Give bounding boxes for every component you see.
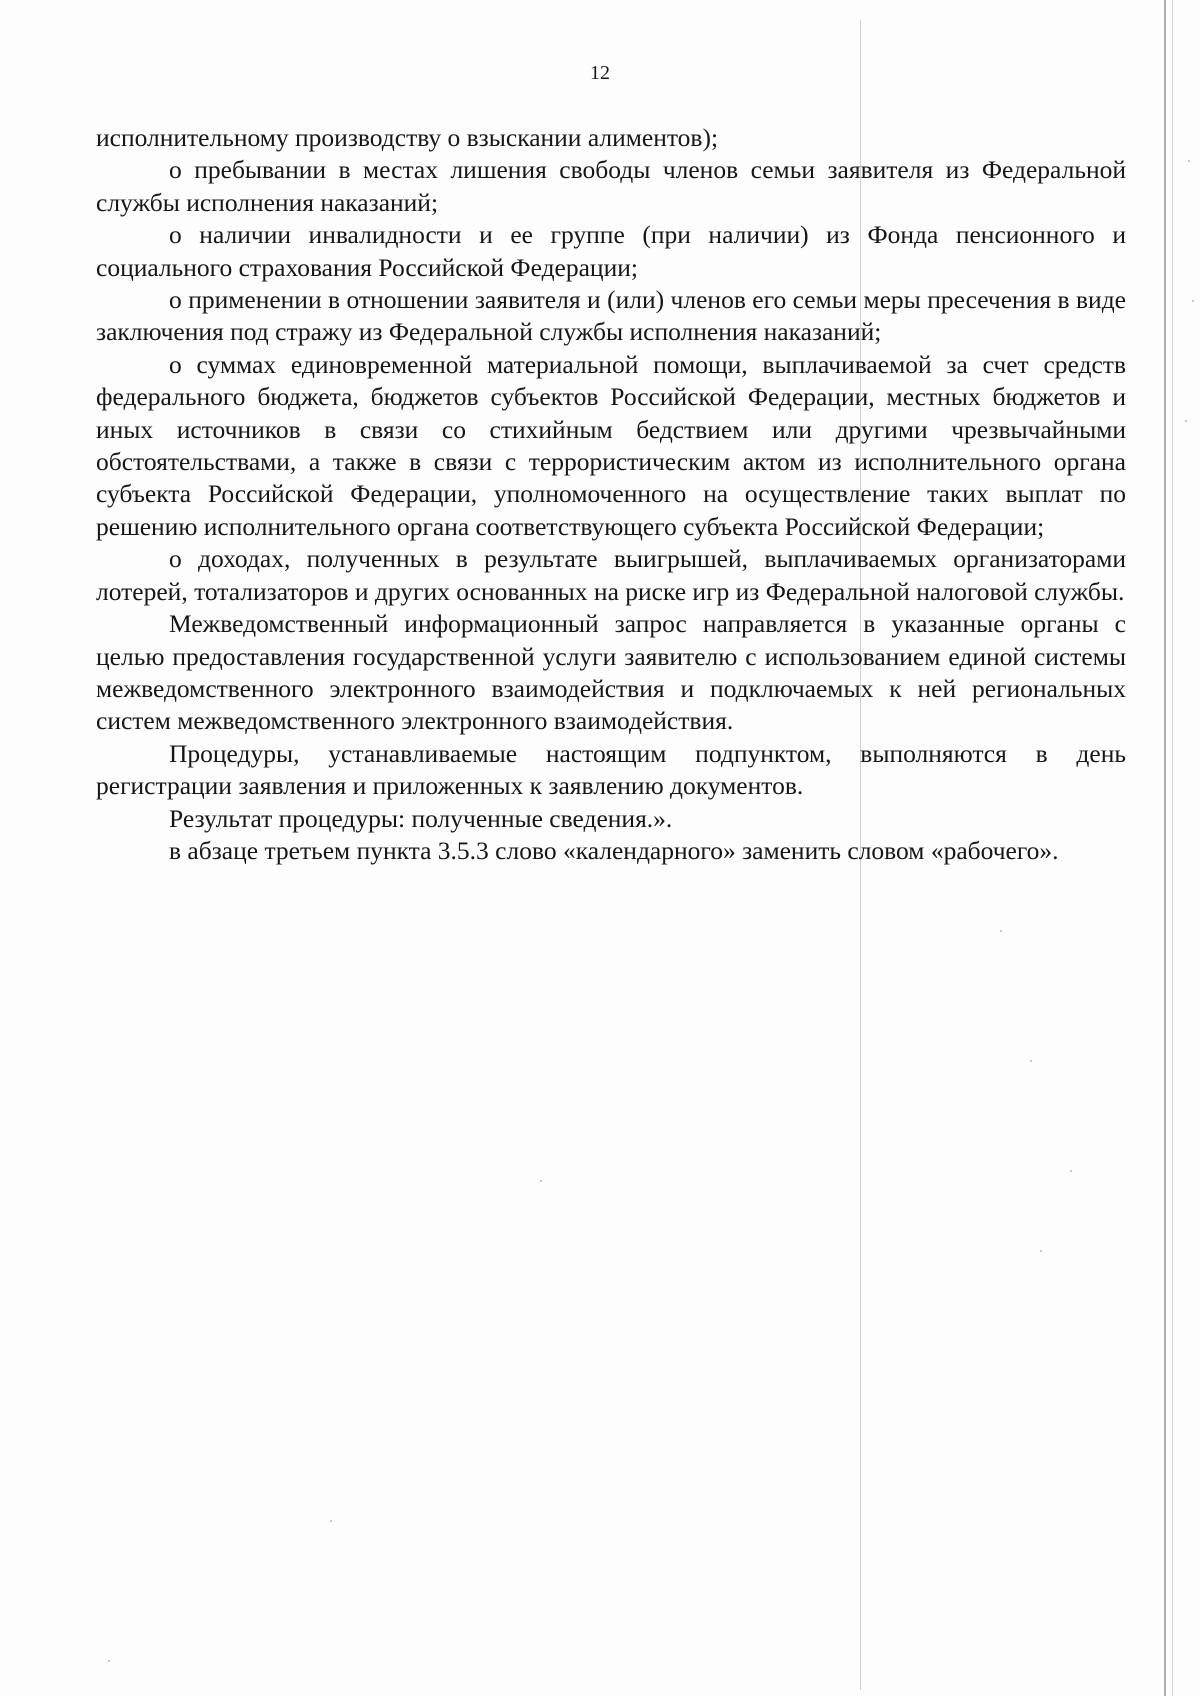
paragraph: Результат процедуры: полученные сведения.». (169, 803, 673, 833)
paragraph: о наличии инвалидности и ее группе (при наличии) из Фонда пенсионного и социального страхования Российской Федерации; (96, 220, 1126, 282)
paragraph: Процедуры, устанавливаемые настоящим подпунктом, выполняются в день регистрации заявления и приложенных к заявлению документов. (96, 738, 1126, 801)
page-number: 12 (590, 62, 610, 84)
paragraph: исполнительному производству о взыскании алиментов); (96, 123, 719, 152)
document-body (96, 122, 1126, 867)
paragraph: в абзаце третьем пункта 3.5.3 слово «календарного» заменить словом «рабочего». (169, 835, 1059, 865)
scan-speck (1188, 160, 1190, 162)
scan-speck (540, 1180, 542, 1182)
scan-speck (1030, 1060, 1032, 1062)
paragraph: о применении в отношении заявителя и (или) членов его семьи меры пресечения в виде заключения под стражу из Федеральной службы исполнения наказаний; (96, 285, 1126, 347)
paragraph: о доходах, полученных в результате выигрышей, выплачиваемых организаторами лотерей, тотализаторов и других основанных на риске игр из Федеральной налоговой службы. (96, 544, 1126, 606)
scan-speck (1185, 420, 1187, 422)
scan-speck (1070, 1170, 1072, 1172)
scan-speck (1000, 930, 1002, 932)
paragraph: о суммах единовременной материальной помощи, выплачиваемой за счет средств федерального бюджета, бюджетов субъектов Российской Федерации, местных бюджетов и иных источников в связи со стихийным бедствием или другими чрезвычайными обстоятельствами, а также в связи с террористическим актом из исполнительного органа субъекта Российской Федерации, уполномоченного на осуществление таких выплат по решению исполнительного органа соответствующего субъекта Российской Федерации; (96, 349, 1126, 541)
paragraph: Межведомственный информационный запрос направляется в указанные органы с целью предоставления государственной услуги заявителю с использованием единой системы межведомственного электронного взаимодействия и подключаемых к ней региональных систем межведомственного электронного взаимодействия. (96, 609, 1126, 736)
paragraph: о пребывании в местах лишения свободы членов семьи заявителя из Федеральной службы исполнения наказаний; (96, 155, 1126, 217)
scan-speck (108, 1660, 110, 1662)
scan-speck (1040, 1250, 1042, 1252)
scan-edge-line-secondary (1172, 0, 1173, 1696)
scan-edge-line (1164, 0, 1166, 1696)
scan-speck (330, 1520, 332, 1522)
scan-speck (1192, 300, 1194, 302)
